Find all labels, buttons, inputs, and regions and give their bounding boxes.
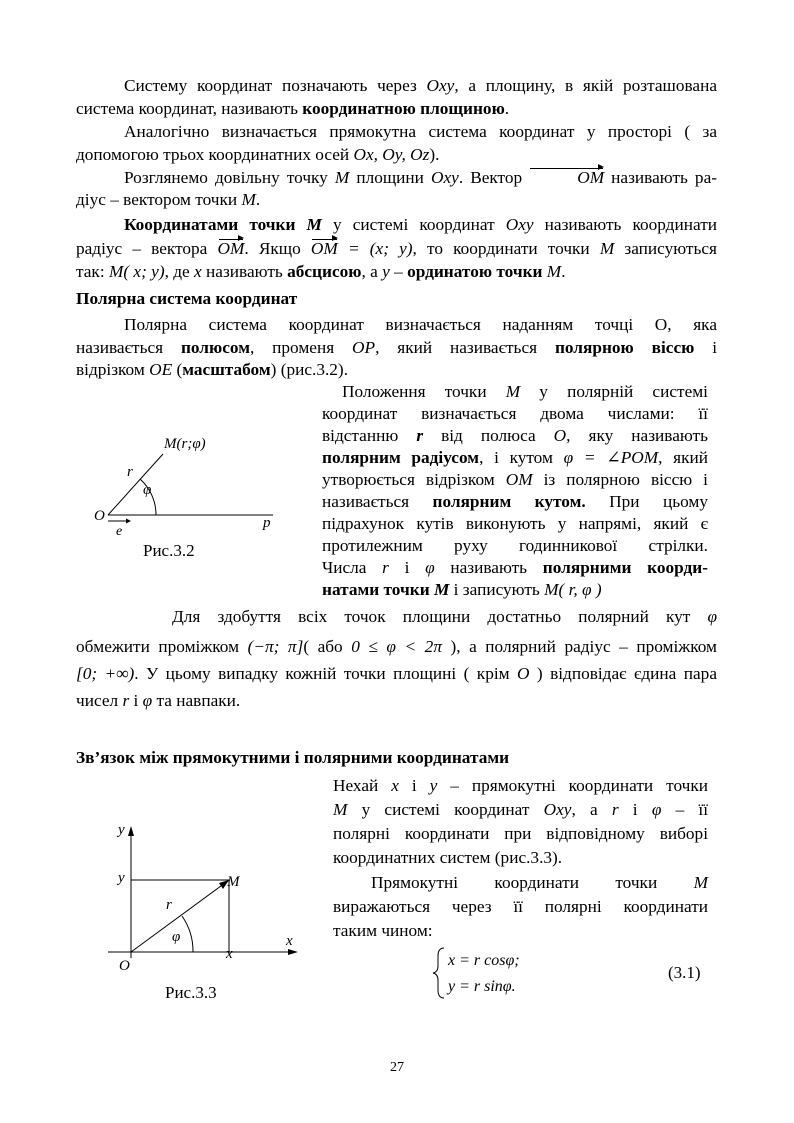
p1-line1: Систему координат позначають через Oxy, а площину, в якій розташована <box>124 76 717 95</box>
page-number: 27 <box>390 1060 404 1075</box>
p6-line8: протилежним руху годинникової стрілки. <box>322 536 708 555</box>
p8-line6: виражаються через її полярні координати <box>333 897 708 916</box>
label-x-axis: x <box>286 933 293 949</box>
heading-relation: Зв’язок між прямокутними і полярними координатами <box>76 748 510 767</box>
label-o: O <box>119 958 130 974</box>
p8-line2: M у системі координат Oxy, а r і φ – її <box>333 800 709 819</box>
p6-line3: відстанню r від полюса O, яку називають <box>322 426 708 445</box>
figure-3-2-caption: Рис.3.2 <box>143 541 195 560</box>
p6-line7: підрахунок кутів виконують у напрямі, який є <box>322 514 708 533</box>
p1-line2: система координат, називають координатною площиною. <box>76 99 510 118</box>
p3-line2: діус – вектором точки M. <box>76 190 261 209</box>
formula-3-1 <box>432 946 722 1000</box>
p6-line1: Положення точки M у полярній системі <box>342 382 708 401</box>
label-e: e <box>116 524 123 539</box>
figure-3-3-caption: Рис.3.3 <box>165 983 217 1002</box>
p8-line5: Прямокутні координати точки M <box>371 873 708 892</box>
p8-line3: полярні координати при відповідному виборі <box>333 824 708 843</box>
label-r: r <box>166 897 172 913</box>
label-m: M(r;φ) <box>164 436 206 452</box>
p4-line3: так: M( x; y), де x називають абсцисою, а y – ординатою точки M. <box>76 262 566 281</box>
label-y-axis: y <box>118 822 125 838</box>
p3-line1: Розглянемо довільну точку M площини Oxy. Вектор OM називають ра- <box>124 168 717 187</box>
p8-line7: таким чином: <box>333 921 433 940</box>
p7-line3: [0; +∞). У цьому випадку кожній точки площині ( крім O ) відповідає єдина пара <box>76 664 717 683</box>
heading-polar-system: Полярна система координат <box>76 289 298 308</box>
p5-line2: називається полюсом, променя OP, який називається полярною віссю і <box>76 338 718 357</box>
formula-line-1: x = r cosφ; <box>448 952 520 969</box>
p5-line1: Полярна система координат визначається наданням точці O, яка <box>124 315 717 334</box>
label-x: x <box>226 946 233 962</box>
p5-line3: відрізком OE (масштабом) (рис.3.2). <box>76 360 349 379</box>
figure-3-2-polar-diagram <box>88 430 288 545</box>
label-y: y <box>118 870 125 886</box>
p6-line6: називається полярним кутом. При цьому <box>322 492 708 511</box>
label-r: r <box>127 464 133 480</box>
p7-line2: обмежити проміжком (−π; π]( або 0 ≤ φ < 2π ), а полярний радіус – проміжком <box>76 637 717 656</box>
angle-arc <box>182 916 193 952</box>
label-p: p <box>263 515 271 531</box>
formula-number: (3.1) <box>668 963 701 982</box>
p7-line1: Для здобуття всіх точок площини достатньо полярний кут φ <box>172 607 717 626</box>
p6-line9: Числа r і φ називають полярними коорди- <box>322 558 708 577</box>
p8-line4: координатних систем (рис.3.3). <box>333 848 563 867</box>
unit-vector-arrowhead <box>126 519 131 524</box>
system-brace <box>433 948 444 998</box>
radius-segment <box>108 454 163 515</box>
figure-3-3-cartesian-diagram <box>108 820 308 980</box>
label-o: O <box>94 508 105 524</box>
p7-line4: чисел r і φ та навпаки. <box>76 691 241 710</box>
p6-line4: полярним радіусом, і кутом φ = ∠POM, який <box>322 448 708 467</box>
p4-line2: радіус – вектора OM. Якщо OM = (x; y), то координати точки M записуються <box>76 239 717 258</box>
om-vector: OM <box>529 167 604 189</box>
p8-line1: Нехай x і y – прямокутні координати точки <box>333 776 708 795</box>
p2-line2: допомогою трьох координатних осей Ox, Oy, Oz). <box>76 145 440 164</box>
p2-line1: Аналогічно визначається прямокутна система координат у просторі ( за <box>124 122 717 141</box>
label-m: M <box>227 874 240 890</box>
x-axis-arrowhead <box>288 949 298 955</box>
label-phi: φ <box>143 482 152 498</box>
label-phi: φ <box>172 929 181 945</box>
y-axis-arrowhead <box>128 826 134 836</box>
p4-line1: Координатами точки M у системі координат Oxy називають координати <box>124 215 717 234</box>
p6-line5: утворюється відрізком OM із полярною віссю і <box>322 470 708 489</box>
formula-line-2: y = r sinφ. <box>448 978 516 995</box>
p6-line2: координат визначається двома числами: її <box>322 404 708 423</box>
p6-line10: натами точки M і записують M( r, φ ) <box>322 580 602 599</box>
